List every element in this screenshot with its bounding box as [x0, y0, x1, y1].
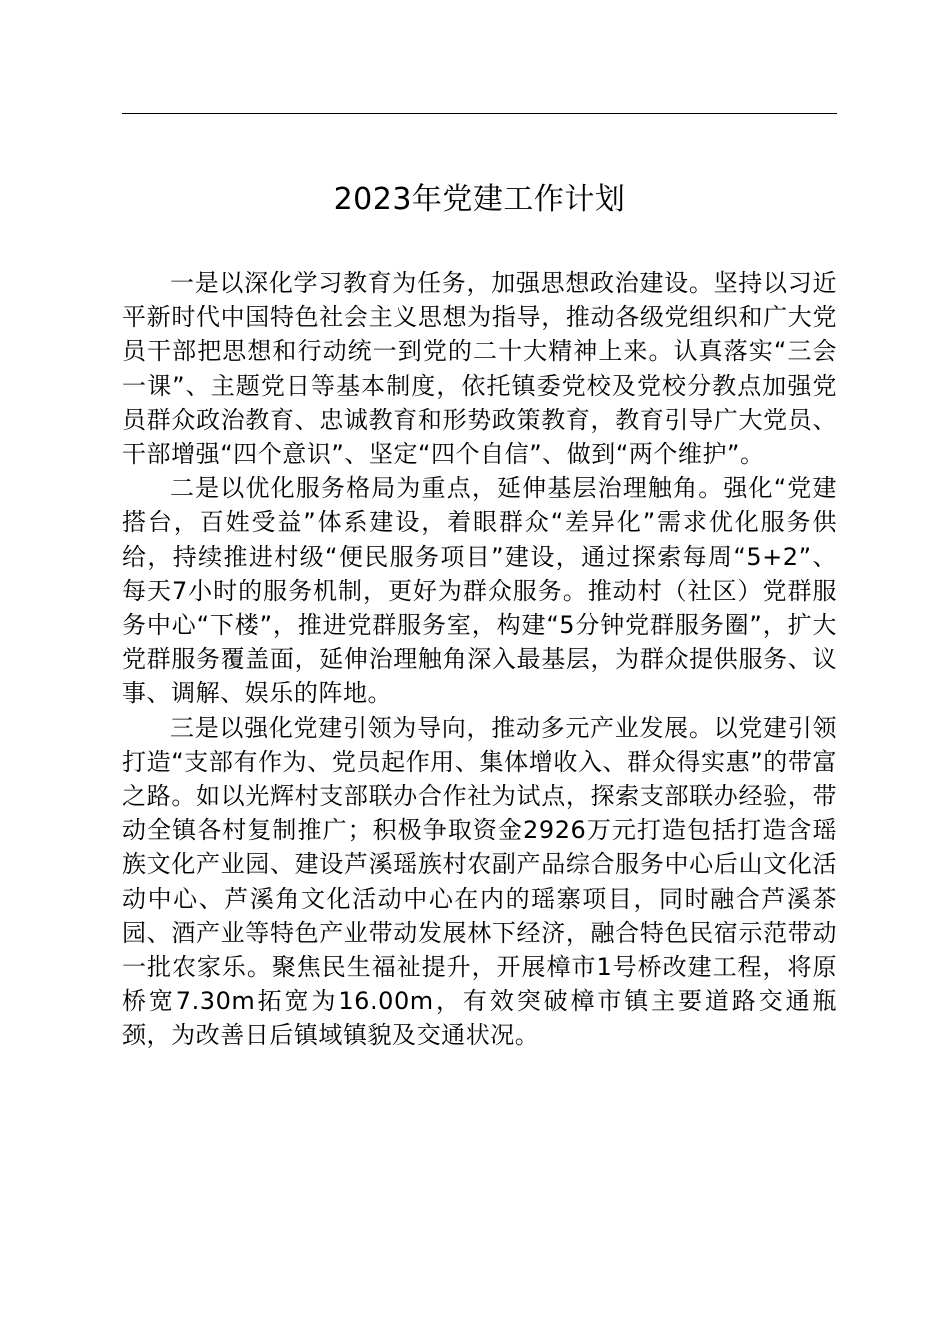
document-body	[122, 266, 837, 1053]
document-title: 2023年党建工作计划	[333, 182, 626, 217]
paragraph-3: 三是以强化党建引领为导向，推动多元产业发展。以党建引领打造“支部有作为、党员起作用、集体增收入、群众得实惠”的带富之路。如以光辉村支部联办合作社为试点，探索支部联办经验，带动全镇各村复制推广；积极争取资金2926万元打造包括打造含瑶族文化产业园、建设芦溪瑶族村农副产品综合服务中心后山文化活动中心、芦溪角文化活动中心在内的瑶寨项目，同时融合芦溪茶园、酒产业等特色产业带动发展林下经济，融合特色民宿示范带动一批农家乐。聚焦民生福祉提升，开展樟市1号桥改建工程，将原桥宽7.30m拓宽为16.00m，有效突破樟市镇主要道路交通瓶颈，为改善日后镇域镇貌及交通状况。	[122, 713, 837, 1050]
header-rule	[122, 113, 837, 114]
paragraph-1: 一是以深化学习教育为任务，加强思想政治建设。坚持以习近平新时代中国特色社会主义思想为指导，推动各级党组织和广大党员干部把思想和行动统一到党的二十大精神上来。认真落实“三会一课”、主题党日等基本制度，依托镇委党校及党校分教点加强党员群众政治教育、忠诚教育和形势政策教育，教育引导广大党员、干部增强“四个意识”、坚定“四个自信”、做到“两个维护”。	[122, 269, 837, 469]
paragraph-2: 二是以优化服务格局为重点，延伸基层治理触角。强化“党建搭台，百姓受益”体系建设，着眼群众“差异化”需求优化服务供给，持续推进村级“便民服务项目”建设，通过探索每周“5+2”、每天7小时的服务机制，更好为群众服务。推动村（社区）党群服务中心“下楼”，推进党群服务室，构建“5分钟党群服务圈”，扩大党群服务覆盖面，延伸治理触角深入最基层，为群众提供服务、议事、调解、娱乐的阵地。	[122, 474, 837, 708]
